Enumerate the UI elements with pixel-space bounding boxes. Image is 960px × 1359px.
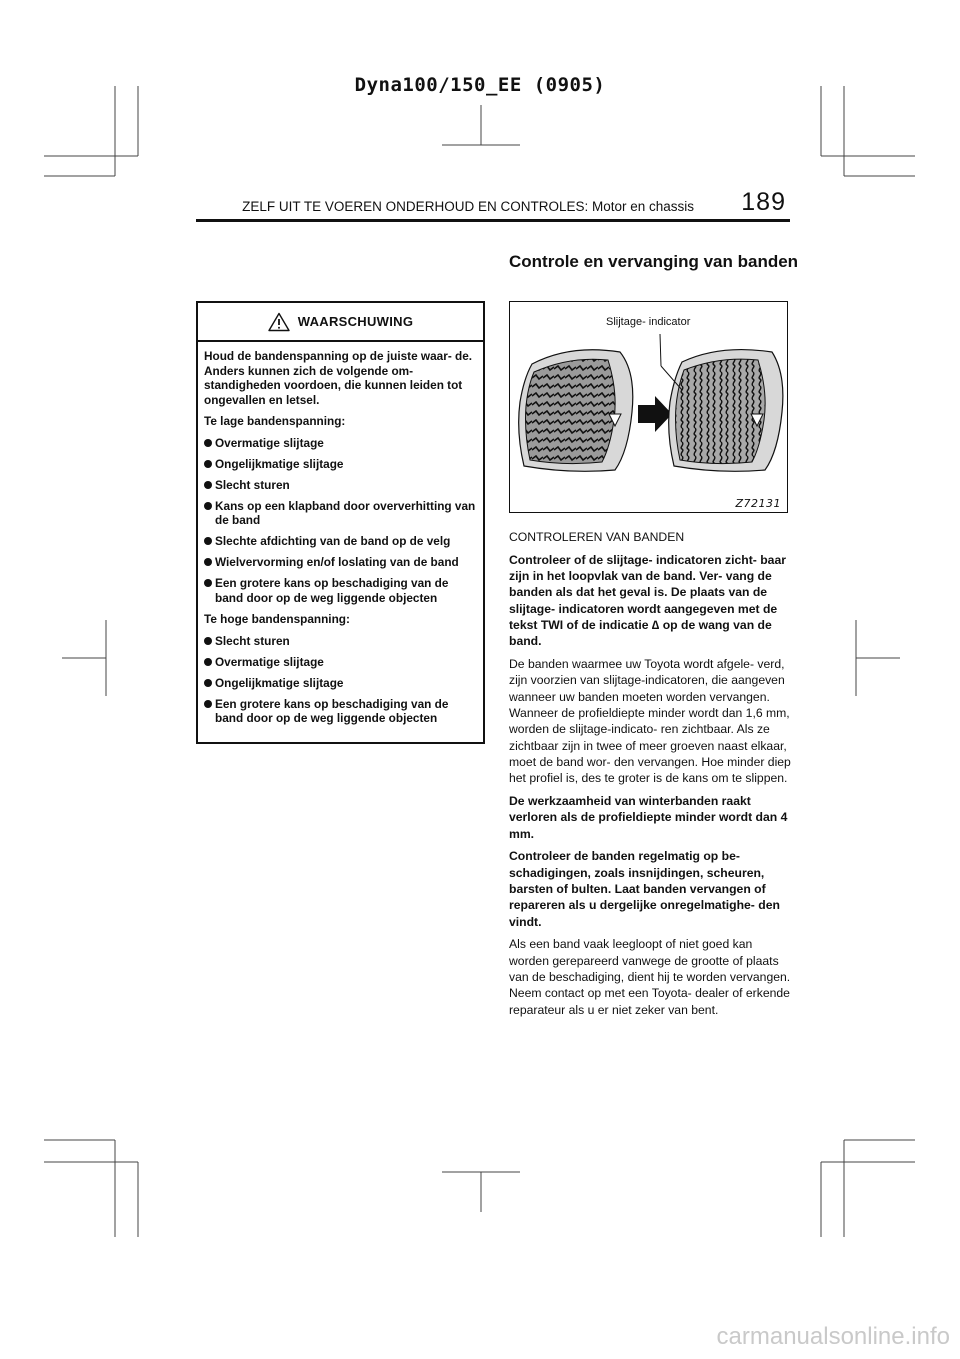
warning-intro: Houd de bandenspanning op de juiste waar- de. Anders kunnen zich de volgende om- standigheden voordoen, die kunnen leiden tot ongevallen en letsel.	[204, 349, 473, 407]
list-item: Een grotere kans op beschadiging van de band door op de weg liggende objecten	[204, 576, 476, 605]
high-pressure-heading: Te hoge bandenspanning:	[204, 612, 350, 626]
figure-code: Z72131	[735, 497, 781, 510]
page-header	[196, 190, 790, 222]
paragraph: De banden waarmee uw Toyota wordt afgele- verd, zijn voorzien van slijtage‑indicatoren, die aangeven wanneer uw banden moeten worden vervangen. Wanneer de profieldiepte minder wordt dan 1,6 mm, worden de slijtage‑indicato- ren zichtbaar. Als ze zichtbaar zijn in twee of meer groeven naast elkaar, moet de band wor- den vervangen. Hoe minder diep het profiel is, des te groter is de kans om te slippen.	[509, 657, 791, 786]
low-pressure-heading: Te lage bandenspanning:	[204, 414, 346, 428]
list-item: Overmatige slijtage	[204, 655, 476, 670]
paragraph: Controleer de banden regelmatig op be- schadigingen, zoals insnijdingen, scheuren, barsten of bulten. Laat banden vervangen of repareren als u dergelijke onregelmatighe- den vindt.	[509, 849, 780, 929]
tire-wear-figure	[509, 301, 788, 513]
list-item: Slechte afdichting van de band op de velg	[204, 534, 476, 549]
paragraph: Controleer of de slijtage- indicatoren zicht- baar zijn in het loopvlak van de band. Ver- vang de banden als dat het geval is. De plaats van de slijtage- indicatoren wordt aangegeven met de tekst TWI of de indicatie ∆ op de wang van de band.	[509, 552, 786, 649]
watermark: carmanualsonline.info	[716, 1323, 950, 1350]
tire-illustration	[510, 302, 789, 514]
list-item: Wielvervorming en/of loslating van de band	[204, 555, 476, 570]
warning-title: WAARSCHUWING	[297, 314, 414, 329]
list-item: Slecht sturen	[204, 634, 476, 649]
list-item: Kans op een klapband door oververhitting van de band	[204, 499, 476, 528]
wear-indicator-label: Slijtage- indicator	[606, 316, 691, 328]
high-pressure-list	[204, 634, 476, 726]
paragraph: De werkzaamheid van winterbanden raakt verloren als de profieldiepte minder wordt dan 4 mm.	[509, 793, 788, 841]
warning-box	[196, 301, 485, 744]
section-heading: Controle en vervanging van banden	[509, 252, 799, 271]
list-item: Een grotere kans op beschadiging van de band door op de weg liggende objecten	[204, 697, 476, 726]
list-item: Ongelijkmatige slijtage	[204, 457, 476, 472]
document-code: Dyna100/150_EE (0905)	[354, 74, 606, 96]
list-item: Slecht sturen	[204, 478, 476, 493]
warning-header	[198, 303, 483, 342]
list-item: Overmatige slijtage	[204, 436, 476, 451]
warning-triangle-icon	[268, 312, 290, 332]
list-item: Ongelijkmatige slijtage	[204, 676, 476, 691]
warning-body	[198, 342, 483, 726]
section-content	[509, 529, 794, 1024]
section-subheading: CONTROLEREN VAN BANDEN	[509, 530, 685, 544]
low-pressure-list	[204, 436, 476, 606]
page-number: 189	[741, 188, 786, 216]
page-header-title: ZELF UIT TE VOEREN ONDERHOUD EN CONTROLES: Motor en chassis	[242, 199, 694, 214]
paragraph: Als een band vaak leegloopt of niet goed kan worden gerepareerd vanwege de grootte of plaats van de beschadiging, dient hij te worden vervangen. Neem contact op met een Toyota‑ dealer of erkende reparateur als u er niet zeker van bent.	[509, 937, 791, 1017]
